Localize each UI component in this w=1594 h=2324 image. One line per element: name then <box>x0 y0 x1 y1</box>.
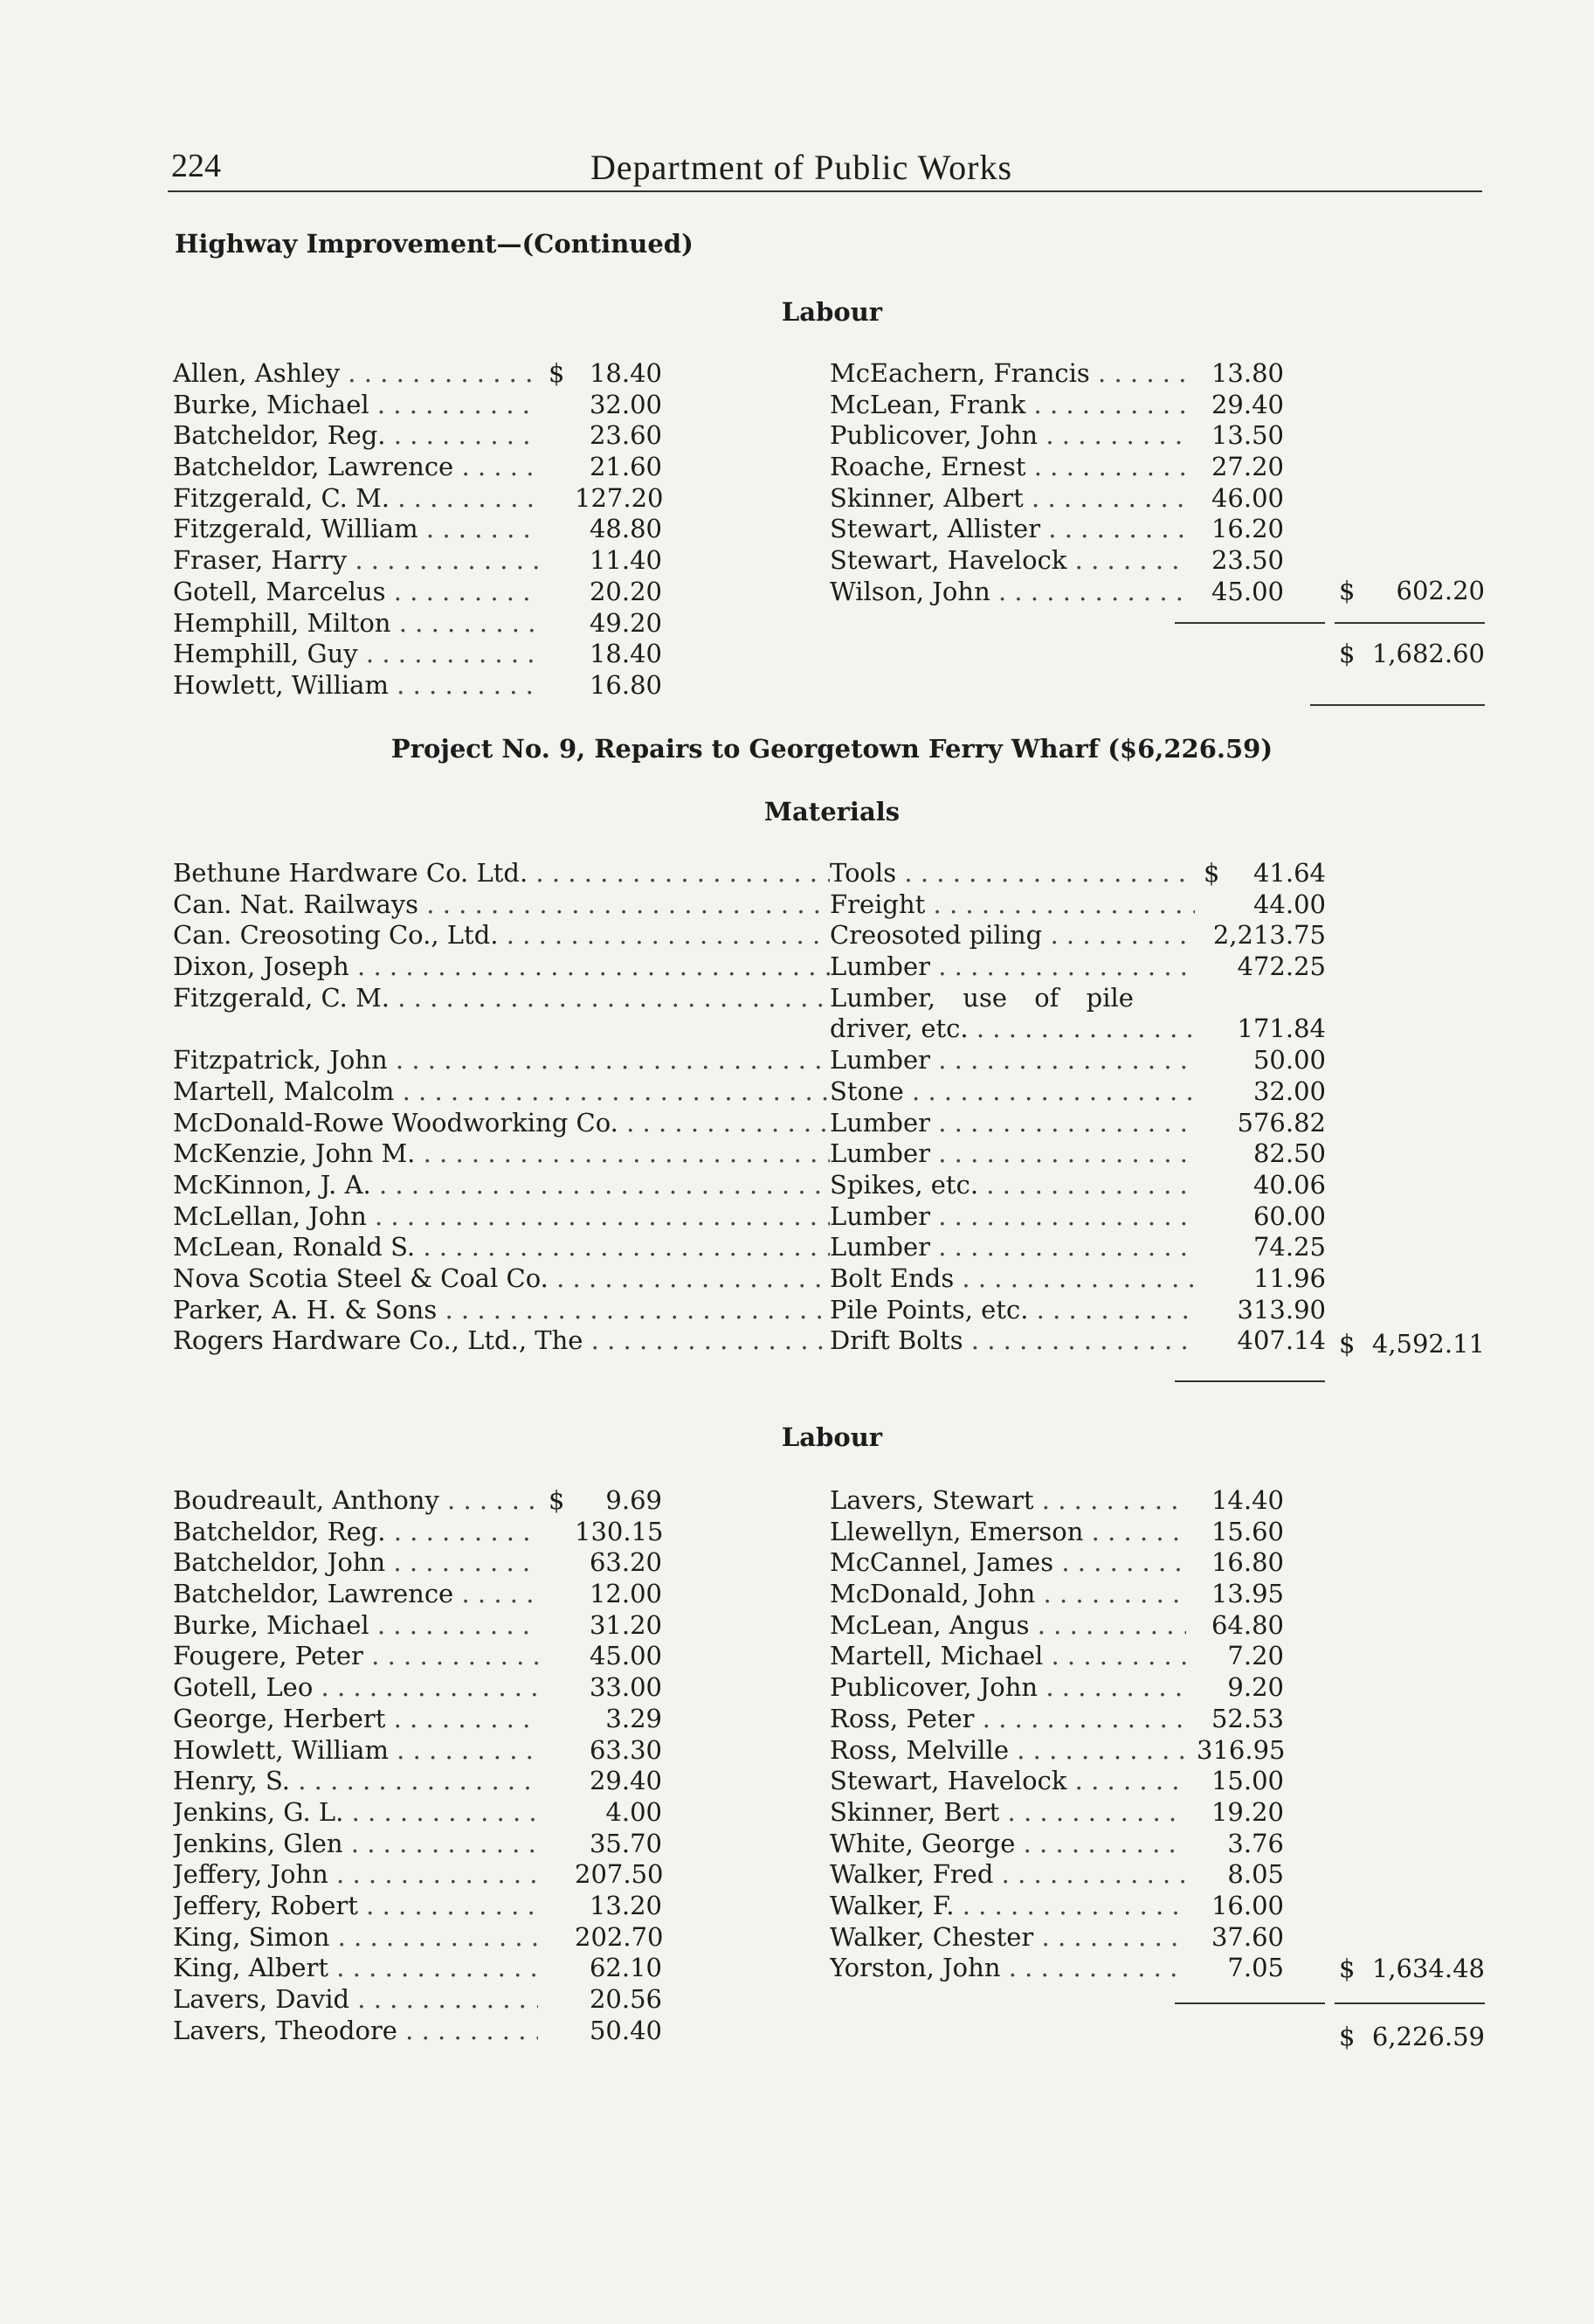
amount: 35.70 <box>589 1828 662 1858</box>
rule <box>1310 704 1485 706</box>
vendor-name: Parker, A. H. & Sons . . . <box>173 1295 830 1326</box>
list-item <box>830 358 1328 390</box>
employee-name: Burke, Michael . . . <box>173 1610 538 1642</box>
list-item <box>173 390 697 421</box>
amount: 16.80 <box>1211 1547 1284 1578</box>
labour2-right-list <box>830 1485 1328 1984</box>
employee-name: Publicover, John . . . <box>830 420 1186 452</box>
amount: 46.00 <box>1211 482 1284 513</box>
dollar-sign: $ <box>549 1485 565 1515</box>
employee-name: King, Albert . . . <box>173 1953 538 1984</box>
amount: 207.50 <box>575 1859 664 1890</box>
list-item <box>173 608 697 640</box>
amount: 11.96 <box>1252 1262 1326 1293</box>
rule <box>1175 2002 1325 2004</box>
item-description: Lumber . . . <box>830 1045 1195 1076</box>
amount: 16.80 <box>589 669 662 700</box>
amount: 13.50 <box>1211 420 1284 451</box>
amount: 52.53 <box>1211 1703 1284 1733</box>
list-item <box>830 1953 1328 1984</box>
list-item <box>173 1579 697 1610</box>
employee-name: Fitzgerald, William . . . <box>173 514 538 545</box>
materials-row <box>173 1325 1335 1357</box>
list-item <box>830 1922 1328 1954</box>
employee-name: Batcheldor, Reg. . . . <box>173 420 538 452</box>
amount: 127.20 <box>575 482 664 513</box>
employee-name: Fraser, Harry . . . <box>173 545 538 577</box>
labour2-left-list <box>173 1485 697 2046</box>
labour2-subtotal: 1,634.48 <box>1371 1954 1485 1983</box>
employee-name: Wilson, John . . . <box>830 577 1186 608</box>
amount: 3.76 <box>1227 1828 1284 1858</box>
amount: 16.20 <box>1211 514 1284 544</box>
project-total-dollar: $ <box>1339 2022 1356 2051</box>
list-item <box>173 1517 697 1548</box>
employee-name: Boudreault, Anthony . . . <box>173 1485 538 1517</box>
rule <box>1335 622 1485 624</box>
item-description: Pile Points, etc. . . . <box>830 1295 1195 1326</box>
item-description: Drift Bolts . . . <box>830 1325 1195 1357</box>
materials-row <box>173 920 1335 951</box>
list-item <box>173 545 697 577</box>
list-item <box>173 1859 697 1891</box>
employee-name: Walker, Chester . . . <box>830 1922 1186 1954</box>
employee-name: Henry, S. . . . <box>173 1766 538 1797</box>
amount: 9.20 <box>1227 1672 1284 1703</box>
amount: 11.40 <box>589 545 662 576</box>
materials-row <box>173 858 1335 889</box>
rule <box>1175 622 1325 624</box>
list-item <box>173 1672 697 1704</box>
labour1-total-dollar: $ <box>1339 639 1356 668</box>
list-item <box>830 420 1328 452</box>
amount: 21.60 <box>589 452 662 482</box>
amount: 31.20 <box>589 1609 662 1640</box>
amount: 18.40 <box>589 639 662 669</box>
rule <box>1335 2002 1485 2004</box>
employee-name: McEachern, Francis . . . <box>830 358 1186 390</box>
employee-name: Jeffery, John . . . <box>173 1859 538 1891</box>
list-item <box>173 1485 697 1517</box>
amount: 2,213.75 <box>1212 920 1326 951</box>
list-item <box>173 1829 697 1860</box>
labour1-subtotal: 602.20 <box>1396 576 1485 605</box>
list-item <box>830 577 1328 608</box>
list-item <box>830 1485 1328 1517</box>
dollar-sign: $ <box>1204 858 1220 888</box>
list-item <box>173 1797 697 1829</box>
amount: 7.05 <box>1227 1953 1284 1983</box>
item-description: Stone . . . <box>830 1076 1195 1108</box>
list-item <box>830 1610 1328 1642</box>
item-description: Lumber . . . <box>830 1201 1195 1233</box>
item-description: Lumber, use of pile <box>830 982 1134 1013</box>
employee-name: Ross, Melville . . . <box>830 1735 1186 1767</box>
employee-name: Lavers, Stewart . . . <box>830 1485 1186 1517</box>
amount: 16.00 <box>1211 1890 1284 1920</box>
employee-name: Walker, F. . . . <box>830 1891 1186 1922</box>
amount: 41.64 <box>1252 858 1326 888</box>
list-item <box>830 1766 1328 1797</box>
amount: 171.84 <box>1237 1013 1326 1044</box>
amount: 15.00 <box>1211 1766 1284 1796</box>
amount: 29.40 <box>589 1766 662 1796</box>
item-description: Bolt Ends . . . <box>830 1263 1195 1295</box>
amount: 63.30 <box>589 1734 662 1765</box>
employee-name: Fougere, Peter . . . <box>173 1641 538 1672</box>
page-title: Department of Public Works <box>590 148 1013 187</box>
employee-name: King, Simon . . . <box>173 1922 538 1954</box>
list-item <box>173 452 697 483</box>
amount: 8.05 <box>1227 1859 1284 1890</box>
employee-name: Lavers, Theodore . . . <box>173 2016 538 2047</box>
employee-name: McCannel, James . . . <box>830 1547 1186 1579</box>
amount: 20.56 <box>589 1984 662 2014</box>
header-rule <box>168 190 1482 192</box>
employee-name: Hemphill, Milton . . . <box>173 608 538 640</box>
vendor-name: McKinnon, J. A. . . . <box>173 1170 830 1201</box>
amount: 19.20 <box>1211 1796 1284 1827</box>
list-item <box>173 1766 697 1797</box>
list-item <box>830 1517 1328 1548</box>
amount: 13.95 <box>1211 1579 1284 1609</box>
project-title: Project No. 9, Repairs to Georgetown Ferry Wharf ($6,226.59) <box>390 734 1273 764</box>
item-description: Creosoted piling . . . <box>830 920 1195 951</box>
amount: 45.00 <box>589 1641 662 1671</box>
employee-name: Burke, Michael . . . <box>173 390 538 421</box>
vendor-name: Can. Creosoting Co., Ltd. . . . <box>173 920 830 951</box>
page-number: 224 <box>171 148 221 184</box>
amount: 45.00 <box>1211 576 1284 606</box>
vendor-name: McLean, Ronald S. . . . <box>173 1232 830 1263</box>
amount: 316.95 <box>1197 1734 1286 1765</box>
amount: 27.20 <box>1211 452 1284 482</box>
materials-row <box>173 889 1335 921</box>
item-description: Lumber . . . <box>830 1232 1195 1263</box>
list-item <box>830 1672 1328 1704</box>
amount: 9.69 <box>605 1485 662 1515</box>
amount: 15.60 <box>1211 1516 1284 1546</box>
list-item <box>173 420 697 452</box>
employee-name: George, Herbert . . . <box>173 1704 538 1735</box>
list-item <box>830 1891 1328 1922</box>
vendor-name: McDonald-Rowe Woodworking Co. . . . <box>173 1108 830 1139</box>
list-item <box>173 514 697 545</box>
employee-name: McLean, Angus . . . <box>830 1610 1186 1642</box>
amount: 60.00 <box>1252 1200 1326 1231</box>
employee-name: Publicover, John . . . <box>830 1672 1186 1704</box>
amount: 3.29 <box>605 1703 662 1733</box>
labour-heading-2: Labour <box>781 1422 883 1452</box>
labour1-right-list <box>830 358 1328 608</box>
employee-name: Gotell, Leo . . . <box>173 1672 538 1704</box>
list-item <box>830 1547 1328 1579</box>
materials-row <box>173 1170 1335 1201</box>
materials-row <box>173 1138 1335 1170</box>
employee-name: Roache, Ernest . . . <box>830 452 1186 483</box>
item-description: Tools . . . <box>830 858 1195 889</box>
employee-name: Jenkins, Glen . . . <box>173 1829 538 1860</box>
amount: 18.40 <box>589 358 662 388</box>
list-item <box>173 577 697 608</box>
list-item <box>173 1891 697 1922</box>
list-item <box>173 1735 697 1767</box>
item-description: Lumber . . . <box>830 951 1195 983</box>
vendor-name: McKenzie, John M. . . . <box>173 1138 830 1170</box>
amount: 23.60 <box>589 420 662 451</box>
amount: 13.20 <box>589 1890 662 1920</box>
employee-name: McDonald, John . . . <box>830 1579 1186 1610</box>
list-item <box>830 1829 1328 1860</box>
amount: 20.20 <box>589 576 662 606</box>
amount: 50.40 <box>589 2015 662 2045</box>
employee-name: Llewellyn, Emerson . . . <box>830 1517 1186 1548</box>
amount: 48.80 <box>589 514 662 544</box>
vendor-name: Nova Scotia Steel & Coal Co. . . . <box>173 1263 830 1295</box>
materials-subtotal-dollar: $ <box>1339 1329 1356 1359</box>
list-item <box>173 1641 697 1672</box>
materials-row <box>173 1045 1335 1076</box>
employee-name: Gotell, Marcelus . . . <box>173 577 538 608</box>
employee-name: White, George . . . <box>830 1829 1186 1860</box>
list-item <box>830 390 1328 421</box>
employee-name: Stewart, Havelock . . . <box>830 545 1186 577</box>
list-item <box>830 1579 1328 1610</box>
amount: 64.80 <box>1211 1609 1284 1640</box>
amount: 12.00 <box>589 1579 662 1609</box>
employee-name: Batcheldor, Lawrence . . . <box>173 1579 538 1610</box>
list-item <box>830 452 1328 483</box>
employee-name: Lavers, David . . . <box>173 1984 538 2016</box>
labour1-subtotal-dollar: $ <box>1339 576 1356 605</box>
employee-name: Howlett, William . . . <box>173 670 538 702</box>
amount: 202.70 <box>575 1921 664 1952</box>
list-item <box>830 545 1328 577</box>
employee-name: Batcheldor, John . . . <box>173 1547 538 1579</box>
list-item <box>173 2016 697 2047</box>
amount: 472.25 <box>1237 951 1326 982</box>
materials-row <box>173 951 1335 983</box>
list-item <box>173 358 697 390</box>
materials-row <box>173 1201 1335 1233</box>
amount: 49.20 <box>589 607 662 638</box>
amount: 13.80 <box>1211 358 1284 388</box>
list-item <box>173 1704 697 1735</box>
amount: 576.82 <box>1237 1107 1326 1138</box>
list-item <box>830 1859 1328 1891</box>
materials-list <box>173 858 1335 1357</box>
employee-name: Batcheldor, Lawrence . . . <box>173 452 538 483</box>
employee-name: Ross, Peter . . . <box>830 1704 1186 1735</box>
list-item <box>173 639 697 670</box>
list-item <box>173 1547 697 1579</box>
employee-name: Howlett, William . . . <box>173 1735 538 1767</box>
materials-row <box>173 1013 1335 1045</box>
item-description: Spikes, etc. . . . <box>830 1170 1195 1201</box>
list-item <box>173 1922 697 1954</box>
materials-row <box>173 1108 1335 1139</box>
amount: 37.60 <box>1211 1921 1284 1952</box>
dollar-sign: $ <box>549 358 565 388</box>
employee-name: McLean, Frank . . . <box>830 390 1186 421</box>
item-description: Lumber . . . <box>830 1108 1195 1139</box>
list-item <box>173 670 697 702</box>
item-description: Lumber . . . <box>830 1138 1195 1170</box>
vendor-name: Rogers Hardware Co., Ltd., The . . . <box>173 1325 830 1357</box>
list-item <box>173 1984 697 2016</box>
vendor-name: Fitzgerald, C. M. . . . <box>173 983 830 1014</box>
amount: 130.15 <box>575 1516 664 1546</box>
employee-name: Skinner, Albert . . . <box>830 483 1186 515</box>
employee-name: Fitzgerald, C. M. . . . <box>173 483 538 515</box>
amount: 14.40 <box>1211 1485 1284 1515</box>
list-item <box>173 1610 697 1642</box>
list-item <box>830 1704 1328 1735</box>
employee-name: Martell, Michael . . . <box>830 1641 1186 1672</box>
amount: 407.14 <box>1237 1325 1326 1356</box>
labour-heading-1: Labour <box>781 297 883 327</box>
vendor-name: Can. Nat. Railways . . . <box>173 889 830 921</box>
list-item <box>830 1641 1328 1672</box>
labour1-left-list <box>173 358 697 702</box>
list-item <box>830 514 1328 545</box>
employee-name: Walker, Fred . . . <box>830 1859 1186 1891</box>
amount: 29.40 <box>1211 389 1284 419</box>
list-item <box>173 483 697 515</box>
employee-name: Skinner, Bert . . . <box>830 1797 1186 1829</box>
materials-subtotal: 4,592.11 <box>1371 1329 1485 1359</box>
vendor-name: Martell, Malcolm . . . <box>173 1076 830 1108</box>
labour2-subtotal-dollar: $ <box>1339 1954 1356 1983</box>
employee-name: Allen, Ashley . . . <box>173 358 538 390</box>
rule <box>1175 1380 1325 1382</box>
amount: 62.10 <box>589 1953 662 1983</box>
labour1-total: 1,682.60 <box>1371 639 1485 668</box>
amount: 40.06 <box>1252 1169 1326 1200</box>
amount: 23.50 <box>1211 545 1284 576</box>
vendor-name: McLellan, John . . . <box>173 1201 830 1233</box>
vendor-name: Dixon, Joseph . . . <box>173 951 830 983</box>
materials-row <box>173 983 1335 1014</box>
employee-name: Jeffery, Robert . . . <box>173 1891 538 1922</box>
materials-row <box>173 1295 1335 1326</box>
employee-name: Hemphill, Guy . . . <box>173 639 538 670</box>
section-title: Highway Improvement—(Continued) <box>175 229 693 259</box>
vendor-name: Bethune Hardware Co. Ltd. . . . <box>173 858 830 889</box>
amount: 82.50 <box>1252 1138 1326 1169</box>
materials-row <box>173 1232 1335 1263</box>
amount: 44.00 <box>1252 889 1326 919</box>
employee-name: Stewart, Havelock . . . <box>830 1766 1186 1797</box>
employee-name: Batcheldor, Reg. . . . <box>173 1517 538 1548</box>
materials-row <box>173 1076 1335 1108</box>
employee-name: Yorston, John . . . <box>830 1953 1186 1984</box>
materials-row <box>173 1263 1335 1295</box>
item-description: Freight . . . <box>830 889 1195 921</box>
vendor-name: Fitzpatrick, John . . . <box>173 1045 830 1076</box>
materials-heading: Materials <box>763 797 901 827</box>
project-total: 6,226.59 <box>1371 2022 1485 2051</box>
amount: 74.25 <box>1252 1232 1326 1262</box>
list-item <box>830 483 1328 515</box>
employee-name: Jenkins, G. L. . . . <box>173 1797 538 1829</box>
amount: 50.00 <box>1252 1045 1326 1076</box>
list-item <box>173 1953 697 1984</box>
amount: 63.20 <box>589 1547 662 1578</box>
item-description: driver, etc. . . . <box>830 1013 1195 1045</box>
amount: 32.00 <box>1252 1076 1326 1106</box>
amount: 4.00 <box>605 1796 662 1827</box>
amount: 33.00 <box>589 1672 662 1703</box>
amount: 7.20 <box>1227 1641 1284 1671</box>
amount: 32.00 <box>589 389 662 419</box>
amount: 313.90 <box>1237 1294 1326 1325</box>
employee-name: Stewart, Allister . . . <box>830 514 1186 545</box>
list-item <box>830 1735 1328 1767</box>
list-item <box>830 1797 1328 1829</box>
